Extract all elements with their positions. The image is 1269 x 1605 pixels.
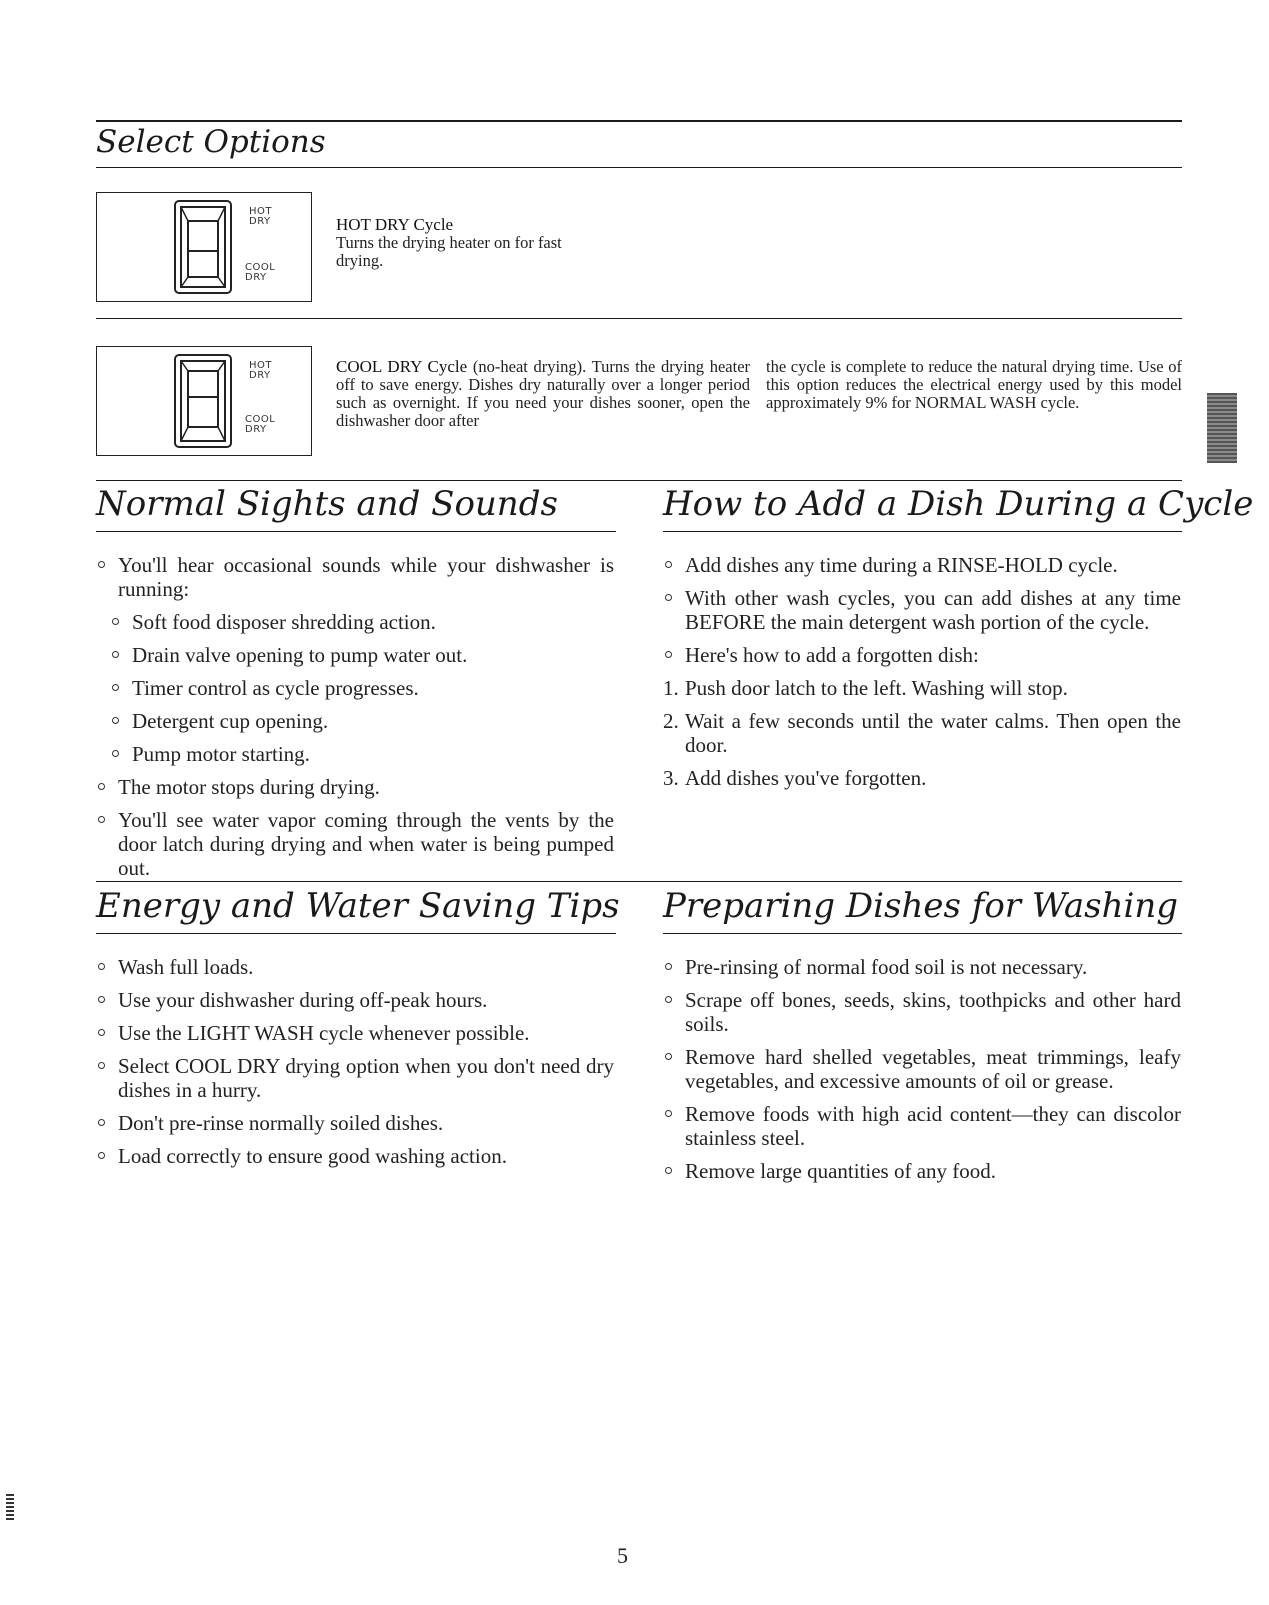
list-item: Drain valve opening to pump water out. [110, 643, 614, 667]
select-options-title: Select Options [96, 124, 326, 160]
cool-dry-switch-illustration [96, 346, 312, 456]
list-item: Soft food disposer shredding action. [110, 610, 614, 634]
list-item: Load correctly to ensure good washing action. [96, 1144, 614, 1168]
step-item: 2. Wait a few seconds until the water calms. Then open the door. [663, 709, 1181, 757]
cool-dry-text-col2: the cycle is complete to reduce the natural drying time. Use of this option reduces the electrical energy used by this model approximately 9% for NORMAL WASH cycle. [766, 357, 1182, 412]
top-rule [96, 120, 1182, 122]
section-rule-mid [96, 881, 1182, 882]
list-item: Select COOL DRY drying option when you don't need dry dishes in a hurry. [96, 1054, 614, 1102]
hot-dry-title: HOT DRY Cycle [336, 215, 454, 234]
preparing-underline [663, 933, 1182, 934]
preparing-title: Preparing Dishes for Washing [663, 886, 1178, 926]
add-dish-underline [663, 531, 1182, 532]
cool-dry-description-col1 [336, 358, 750, 430]
hot-dry-text: Turns the drying heater on for fast drying. [336, 233, 562, 270]
step-item: 3. Add dishes you've forgotten. [663, 766, 927, 790]
step-item: 1. Push door latch to the left. Washing will stop. [663, 676, 1068, 700]
preparing-list [663, 955, 1181, 1192]
list-item: Detergent cup opening. [110, 709, 614, 733]
list-item: The motor stops during drying. [96, 775, 614, 799]
options-divider [96, 318, 1182, 319]
cool-dry-text-col1: (no-heat drying). Turns the drying heater off to save energy. Dishes dry naturally over a longer period such as overnight. If you need your dishes sooner, open the dishwasher door after [336, 357, 751, 430]
cool-dry-title: COOL DRY Cycle [336, 357, 468, 376]
list-item: Scrape off bones, seeds, skins, toothpicks and other hard soils. [663, 988, 1181, 1036]
list-item: Remove large quantities of any food. [663, 1159, 1181, 1183]
page-edge-tab [1207, 393, 1237, 463]
normal-sights-list [96, 553, 614, 889]
section-rule-top [96, 480, 1182, 481]
list-item: Use your dishwasher during off-peak hours. [96, 988, 614, 1012]
hot-dry-switch-illustration [96, 192, 312, 302]
energy-tips-underline [96, 933, 616, 934]
normal-sights-underline [96, 531, 616, 532]
list-item: Timer control as cycle progresses. [110, 676, 614, 700]
cool-dry-description-col2 [766, 358, 1182, 412]
rocker-switch-icon [173, 353, 233, 449]
list-item: Don't pre-rinse normally soiled dishes. [96, 1111, 614, 1135]
list-item: With other wash cycles, you can add dishes at any time BEFORE the main detergent wash portion of the cycle. [663, 586, 1181, 634]
energy-tips-title: Energy and Water Saving Tips [96, 886, 620, 926]
energy-tips-list [96, 955, 614, 1177]
rocker-switch-icon [173, 199, 233, 295]
switch-label-cool: COOL DRY [245, 414, 276, 435]
list-item: You'll see water vapor coming through the vents by the door latch during drying and when water is being pumped out. [96, 808, 614, 880]
list-item: Wash full loads. [96, 955, 614, 979]
list-item: Use the LIGHT WASH cycle whenever possible. [96, 1021, 614, 1045]
add-dish-title: How to Add a Dish During a Cycle [663, 484, 1254, 524]
page-number: 5 [617, 1543, 628, 1568]
hot-dry-description [336, 216, 606, 270]
scan-margin-mark [6, 1492, 14, 1520]
list-item: Remove foods with high acid content—they can discolor stainless steel. [663, 1102, 1181, 1150]
switch-label-hot: HOT DRY [249, 206, 272, 227]
normal-sights-title: Normal Sights and Sounds [96, 484, 558, 524]
list-item: Here's how to add a forgotten dish: [663, 643, 1181, 667]
list-item: You'll hear occasional sounds while your dishwasher is running: [96, 553, 614, 601]
select-options-rule [96, 167, 1182, 168]
list-item: Pump motor starting. [110, 742, 614, 766]
switch-label-hot: HOT DRY [249, 360, 272, 381]
list-item: Remove hard shelled vegetables, meat trimmings, leafy vegetables, and excessive amounts of oil or grease. [663, 1045, 1181, 1093]
list-item: Add dishes any time during a RINSE-HOLD cycle. [663, 553, 1181, 577]
add-dish-list [663, 553, 1181, 799]
switch-label-cool: COOL DRY [245, 262, 276, 283]
list-item: Pre-rinsing of normal food soil is not necessary. [663, 955, 1181, 979]
